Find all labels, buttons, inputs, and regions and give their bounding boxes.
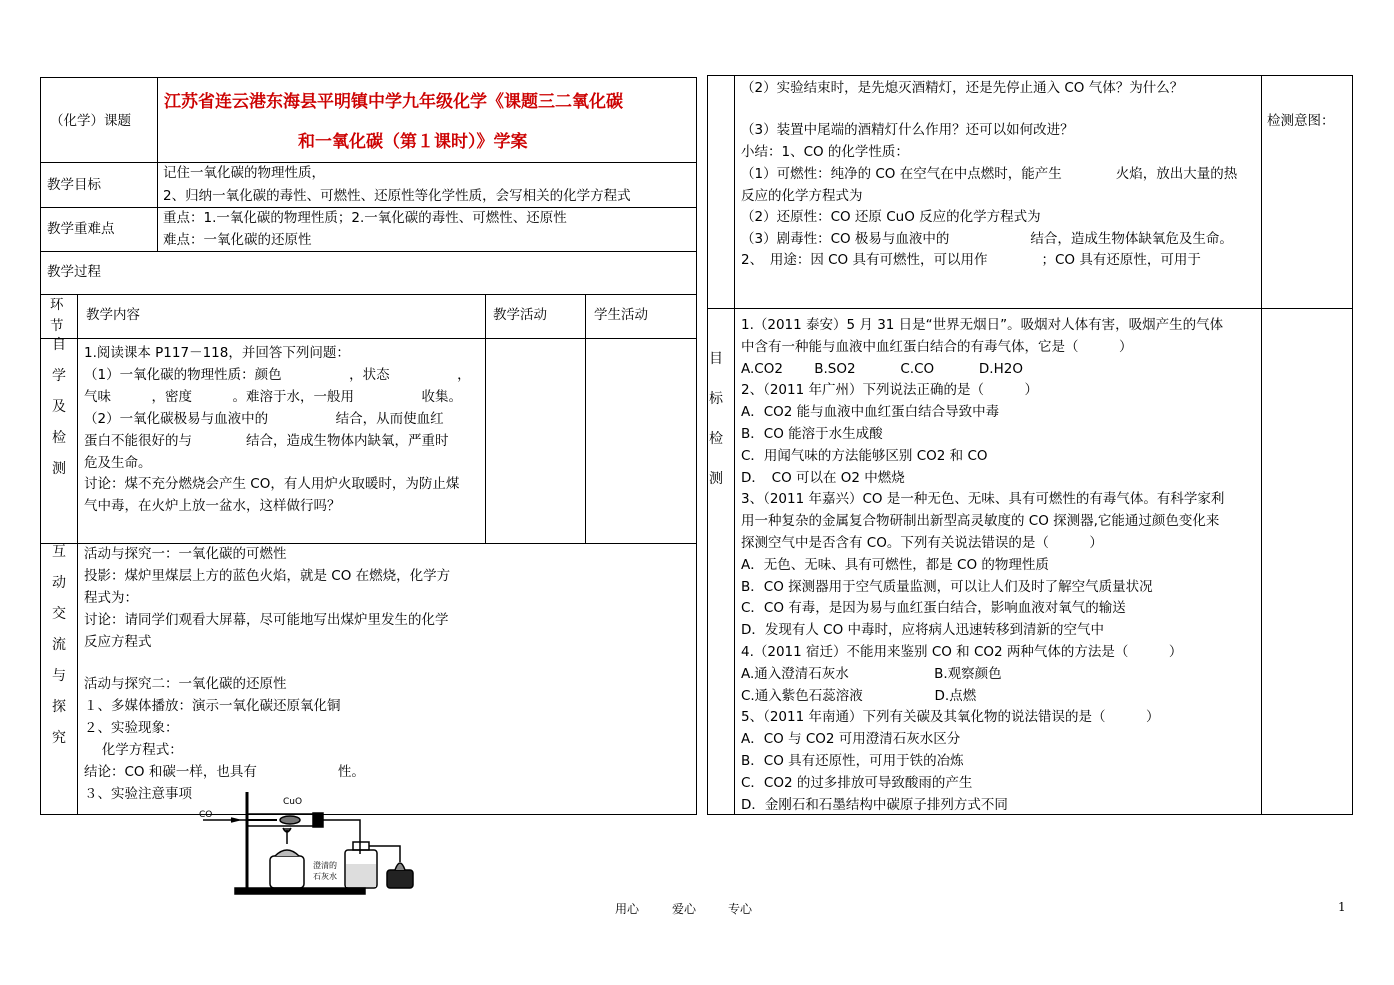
right-top-line: 2、 用途：因 CO 具有可燃性，可以用作 ；CO 具有还原性，可用于 (741, 252, 1201, 268)
section2-line: 活动与探究二：一氧化碳的还原性 (84, 676, 287, 692)
section2-vertical-label: 互 动 交 流 与 探 究 (52, 544, 66, 746)
keypoints-label: 教学重难点 (47, 221, 115, 237)
section1-line: 气味 ，密度 。难溶于水，一般用 收集。 (84, 388, 462, 405)
quiz-line: C.通入紫色石蕊溶液 D.点燃 (741, 687, 977, 704)
col-student: 学生活动 (594, 307, 648, 323)
quiz-line: D． CO 可以在 O2 中燃烧 (741, 469, 905, 486)
footer-motto-2: 爱心 (672, 902, 697, 916)
apparatus-co-label: CO (199, 810, 213, 820)
section1-line: （1）一氧化碳的物理性质：颜色 ，状态 ， (84, 366, 471, 383)
section2-line: 化学方程式： (84, 741, 183, 758)
section1-line: 讨论：煤不充分燃烧会产生 CO，有人用炉火取暖时，为防止煤 (84, 476, 460, 493)
col-content: 教学内容 (86, 307, 140, 323)
alcohol-lamp-2 (387, 870, 413, 888)
right-vertical-label: 目 标 检 测 (709, 351, 723, 487)
gas-pipe (323, 820, 360, 854)
right-top-line: （2）还原性：CO 还原 CuO 反应的化学方程式为 (741, 209, 1041, 225)
page-number: 1 (1338, 900, 1346, 914)
col-link-2: 节 (50, 318, 64, 334)
quiz-line: B．CO 具有还原性，可用于铁的冶炼 (741, 752, 964, 769)
section2-line: ２、实验现象： (84, 719, 179, 736)
detection-intent-label: 检测意图： (1267, 113, 1335, 129)
document-title-line2: 和一氧化碳（第１课时）》学案 (298, 132, 528, 152)
quiz-line: C．用闻气味的方法能够区别 CO2 和 CO (741, 447, 988, 464)
quiz-line: A．无色、无味、具有可燃性，都是 CO 的物理性质 (741, 556, 1049, 573)
quiz-line: 2、（2011 年广州）下列说法正确的是（ ） (741, 382, 1038, 399)
keypoints-line1: 重点：1.一氧化碳的物理性质；2.一氧化碳的毒性、可燃性、还原性 (163, 210, 567, 226)
section2-line: 讨论：请同学们观看大屏幕，尽可能地写出煤炉里发生的化学 (84, 611, 449, 628)
section2-line: 活动与探究一：一氧化碳的可燃性 (84, 546, 287, 562)
quiz-line: 5、（2011 年南通）下列有关碳及其氧化物的说法错误的是（ ） (741, 709, 1160, 726)
quiz-line: A.通入澄清石灰水 B.观察颜色 (741, 665, 1002, 682)
section1-content (84, 343, 471, 518)
apparatus-limewater-label-1: 澄清的 (313, 861, 337, 870)
quiz-line: B．CO 能溶于水生成酸 (741, 425, 883, 442)
section1-line: 蛋白不能很好的与 结合，造成生物体内缺氧，严重时 (84, 432, 449, 449)
col-teacher: 教学活动 (493, 307, 547, 323)
quiz-line: C．CO2 的过多排放可导致酸雨的产生 (741, 774, 973, 791)
footer-motto-3: 专心 (728, 902, 753, 916)
keypoints-line2: 难点：一氧化碳的还原性 (163, 232, 312, 248)
subject-label: （化学）课题 (50, 113, 131, 129)
section1-line: 1.阅读课本 P117－118，并回答下列问题： (84, 345, 350, 361)
quiz-line: 3、（2011 年嘉兴）CO 是一种无色、无味、具有可燃性的有毒气体。有科学家利 (741, 491, 1225, 508)
quiz-line: C．CO 有毒，是因为易与血红蛋白结合，影响血液对氧气的输送 (741, 600, 1126, 617)
section2-line: 反应方程式 (84, 633, 152, 650)
section1-line: （2）一氧化碳极易与血液中的 结合，从而使血红 (84, 410, 444, 427)
quiz-line: D．发现有人 CO 中毒时，应将病人迅速转移到清新的空气中 (741, 622, 1105, 639)
apparatus-cuo-label: CuO (283, 797, 303, 807)
document-title-line1: 江苏省连云港东海县平明镇中学九年级化学《课题三二氧化碳 (164, 92, 623, 112)
quiz-line: A.CO2 B.SO2 C.CO D.H2O (741, 360, 1023, 377)
section1-line: 气中毒，在火炉上放一盆水，这样做行吗？ (84, 498, 341, 515)
quiz-line: 用一种复杂的金属复合物研制出新型高灵敏度的 CO 探测器,它能通过颜色变化来 (741, 513, 1220, 530)
section2-line: １、多媒体播放：演示一氧化碳还原氧化铜 (84, 697, 341, 714)
footer-motto-1: 用心 (615, 902, 640, 916)
section2-content-a (84, 544, 450, 654)
quiz-line: 1.（2011 泰安）5 月 31 日是“世界无烟日”。吸烟对人体有害，吸烟产生的气体 (741, 317, 1224, 333)
right-top-line: 反应的化学方程式为 (741, 188, 863, 204)
section1-line: 危及生命。 (84, 454, 152, 471)
quiz-line: A．CO 与 CO2 可用澄清石灰水区分 (741, 731, 961, 748)
quiz-line: A．CO2 能与血液中血红蛋白结合导致中毒 (741, 404, 1000, 421)
process-label: 教学过程 (47, 264, 101, 280)
goals-label: 教学目标 (47, 177, 101, 193)
quiz-line: D．金刚石和石墨结构中碳原子排列方式不同 (741, 796, 1008, 813)
section1-vertical-label: 自 学 及 检 测 (52, 337, 66, 477)
co-reduction-apparatus-diagram (195, 784, 440, 902)
section2-line: 投影：煤炉里煤层上方的蓝色火焰，就是 CO 在燃烧，化学方 (84, 567, 451, 584)
alcohol-lamp-1 (270, 856, 304, 888)
right-top-line: 小结：1、CO 的化学性质： (741, 144, 909, 160)
quiz-line: 探测空气中是否含有 CO。下列有关说法错误的是（ ） (741, 534, 1103, 551)
quiz-line: 4.（2011 宿迁）不能用来鉴别 CO 和 CO2 两种气体的方法是（ ） (741, 643, 1183, 660)
col-link-1: 环 (50, 297, 64, 313)
right-top-line: （2）实验结束时，是先熄灭酒精灯，还是先停止通入 CO 气体？为什么？ (741, 80, 1184, 96)
right-top-line: （3）剧毒性：CO 极易与血液中的 结合，造成生物体缺氧危及生命。 (741, 231, 1233, 247)
quiz-line: B．CO 探测器用于空气质量监测，可以让人们及时了解空气质量状况 (741, 578, 1153, 595)
section2-line: 结论：CO 和碳一样，也具有 性。 (84, 763, 365, 780)
goals-line1: 记住一氧化碳的物理性质， (163, 165, 325, 181)
right-top-line: （3）装置中尾端的酒精灯什么作用？还可以如何改进？ (741, 122, 1074, 138)
right-top-line: （1）可燃性：纯净的 CO 在空气在中点燃时，能产生 火焰，放出大量的热 (741, 166, 1238, 182)
quiz-line: 中含有一种能与血液中血红蛋白结合的有毒气体，它是（ ） (741, 338, 1133, 355)
apparatus-limewater-label-2: 石灰水 (313, 872, 337, 881)
section2-line: 程式为： (84, 589, 138, 606)
goals-line2: 2、归纳一氧化碳的毒性、可燃性、还原性等化学性质，会写相关的化学方程式 (163, 188, 631, 204)
stand-base (235, 888, 365, 894)
section2-line: ３、实验注意事项 (84, 785, 192, 802)
quiz-content (741, 315, 1224, 816)
